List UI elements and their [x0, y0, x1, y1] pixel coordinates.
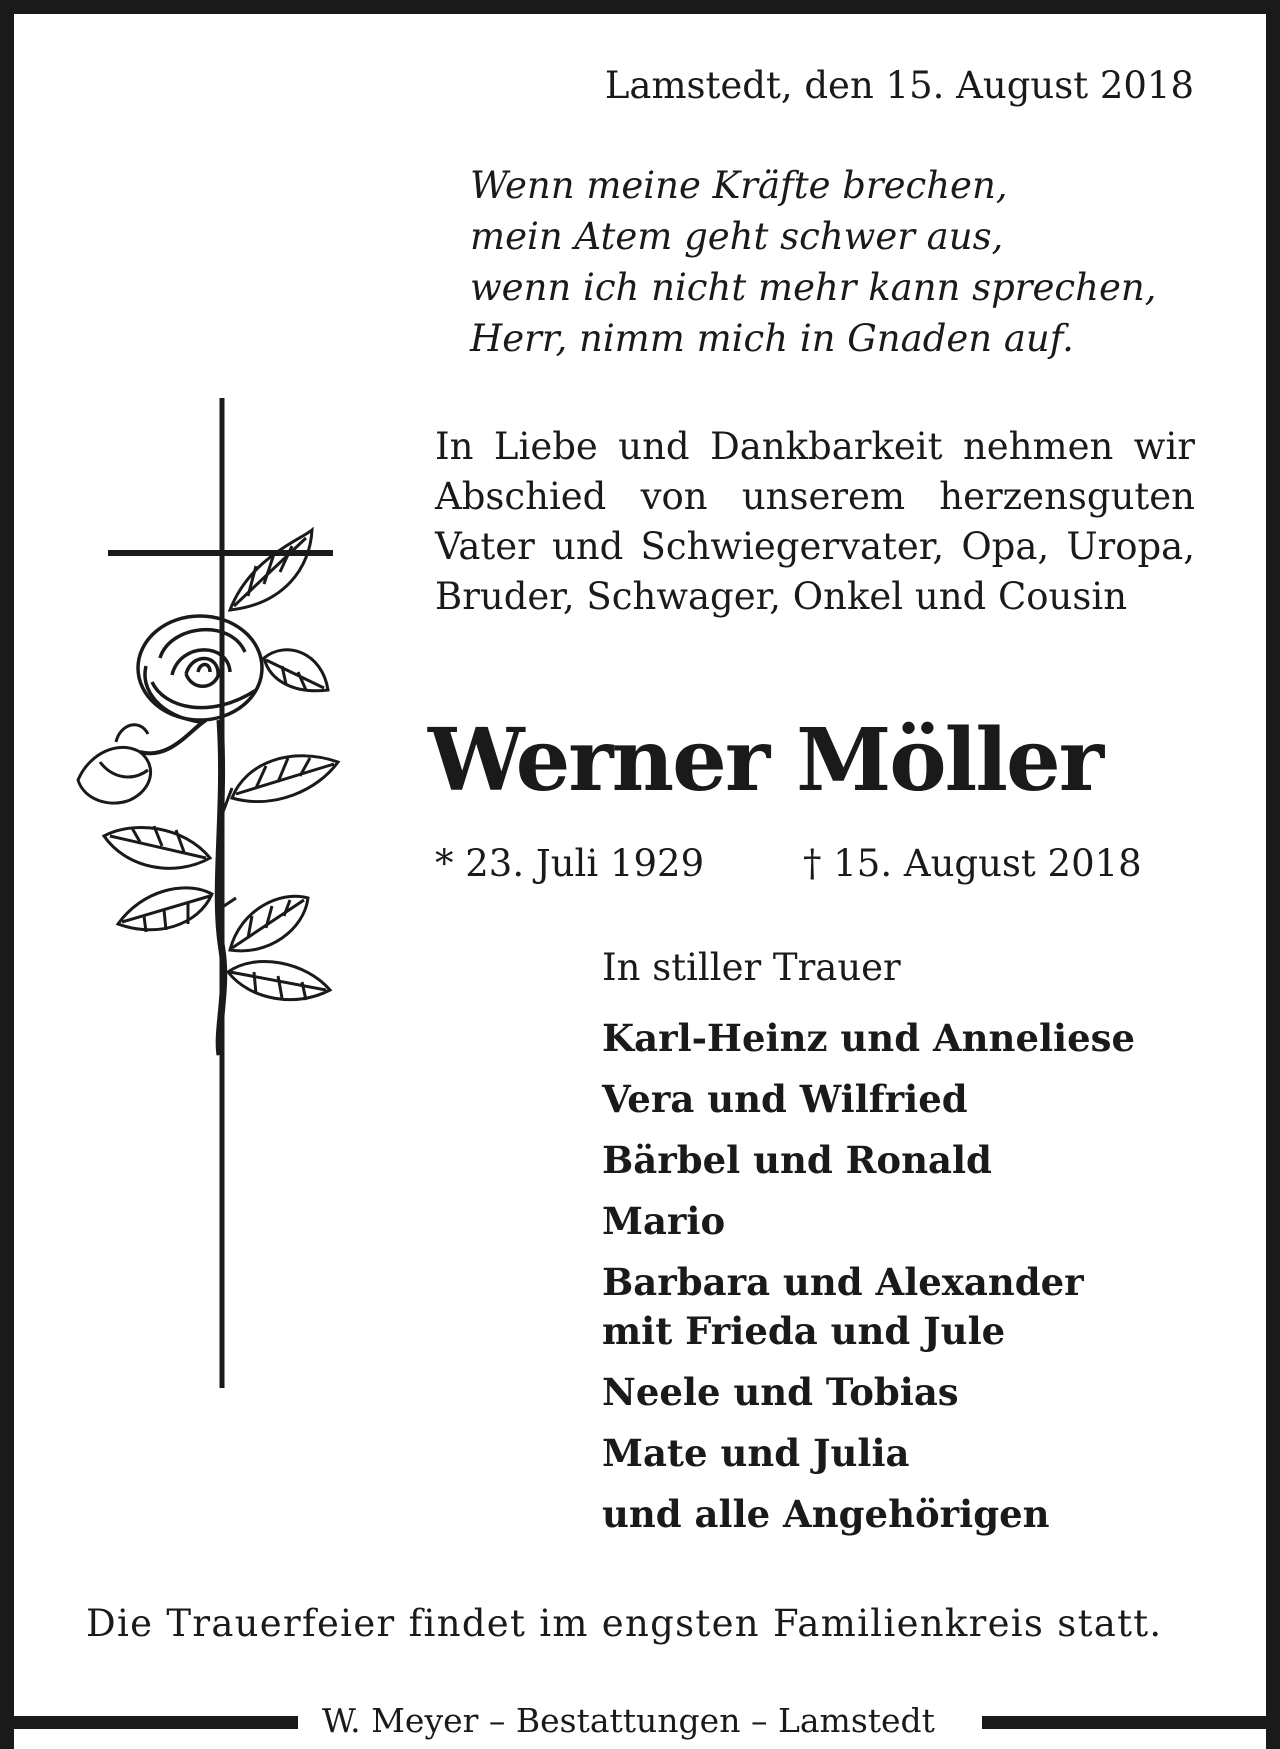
- mourner-line: Neele und Tobias: [602, 1370, 959, 1414]
- bottom-rule-right: [982, 1716, 1280, 1729]
- place-date: Lamstedt, den 15. August 2018: [604, 64, 1194, 107]
- poem-line: Wenn meine Kräfte brechen,: [470, 164, 1008, 207]
- poem-line: mein Atem geht schwer aus,: [470, 215, 1004, 258]
- deceased-name: Werner Möller: [428, 710, 1103, 811]
- mourner-line: Bärbel und Ronald: [602, 1138, 992, 1182]
- mourning-title: In stiller Trauer: [602, 946, 901, 989]
- mourner-line: Karl-Heinz und Anneliese: [602, 1016, 1136, 1060]
- mourner-line: Mario: [602, 1199, 726, 1243]
- list-item: [602, 1258, 1135, 1356]
- mourner-line: Mate und Julia: [602, 1431, 910, 1475]
- mourner-line: Vera und Wilfried: [602, 1077, 968, 1121]
- funeral-note: Die Trauerfeier findet im engsten Familienkreis statt.: [86, 1602, 1163, 1645]
- mourner-list: [602, 1014, 1135, 1551]
- list-item: [602, 1014, 1135, 1063]
- list-item: [602, 1490, 1135, 1539]
- poem-line: Herr, nimm mich in Gnaden auf.: [470, 317, 1074, 360]
- bottom-rule-left: [0, 1716, 298, 1729]
- list-item: [602, 1136, 1135, 1185]
- mourner-line: und alle Angehörigen: [602, 1492, 1050, 1536]
- list-item: [602, 1429, 1135, 1478]
- poem-line: wenn ich nicht mehr kann sprechen,: [470, 266, 1157, 309]
- cross-with-rose-icon: [60, 390, 380, 1400]
- mourner-line: Barbara und Alexander: [602, 1260, 1084, 1304]
- mourner-line: mit Frieda und Jule: [602, 1309, 1006, 1353]
- list-item: [602, 1197, 1135, 1246]
- life-dates: [435, 842, 1142, 885]
- undertaker-credit: W. Meyer – Bestattungen – Lamstedt: [318, 1701, 939, 1740]
- border-top: [0, 0, 1280, 14]
- border-right: [1266, 0, 1280, 1749]
- birth-date: * 23. Juli 1929: [435, 842, 705, 885]
- death-date: † 15. August 2018: [803, 842, 1142, 885]
- intro-text: In Liebe und Dankbarkeit nehmen wir Abschied von unserem herzensguten Vater und Schwiegervater, Opa, Uropa, Bruder, Schwager, Onkel und Cousin: [435, 425, 1195, 618]
- poem: [470, 160, 1156, 364]
- list-item: [602, 1075, 1135, 1124]
- border-left: [0, 0, 14, 1749]
- list-item: [602, 1368, 1135, 1417]
